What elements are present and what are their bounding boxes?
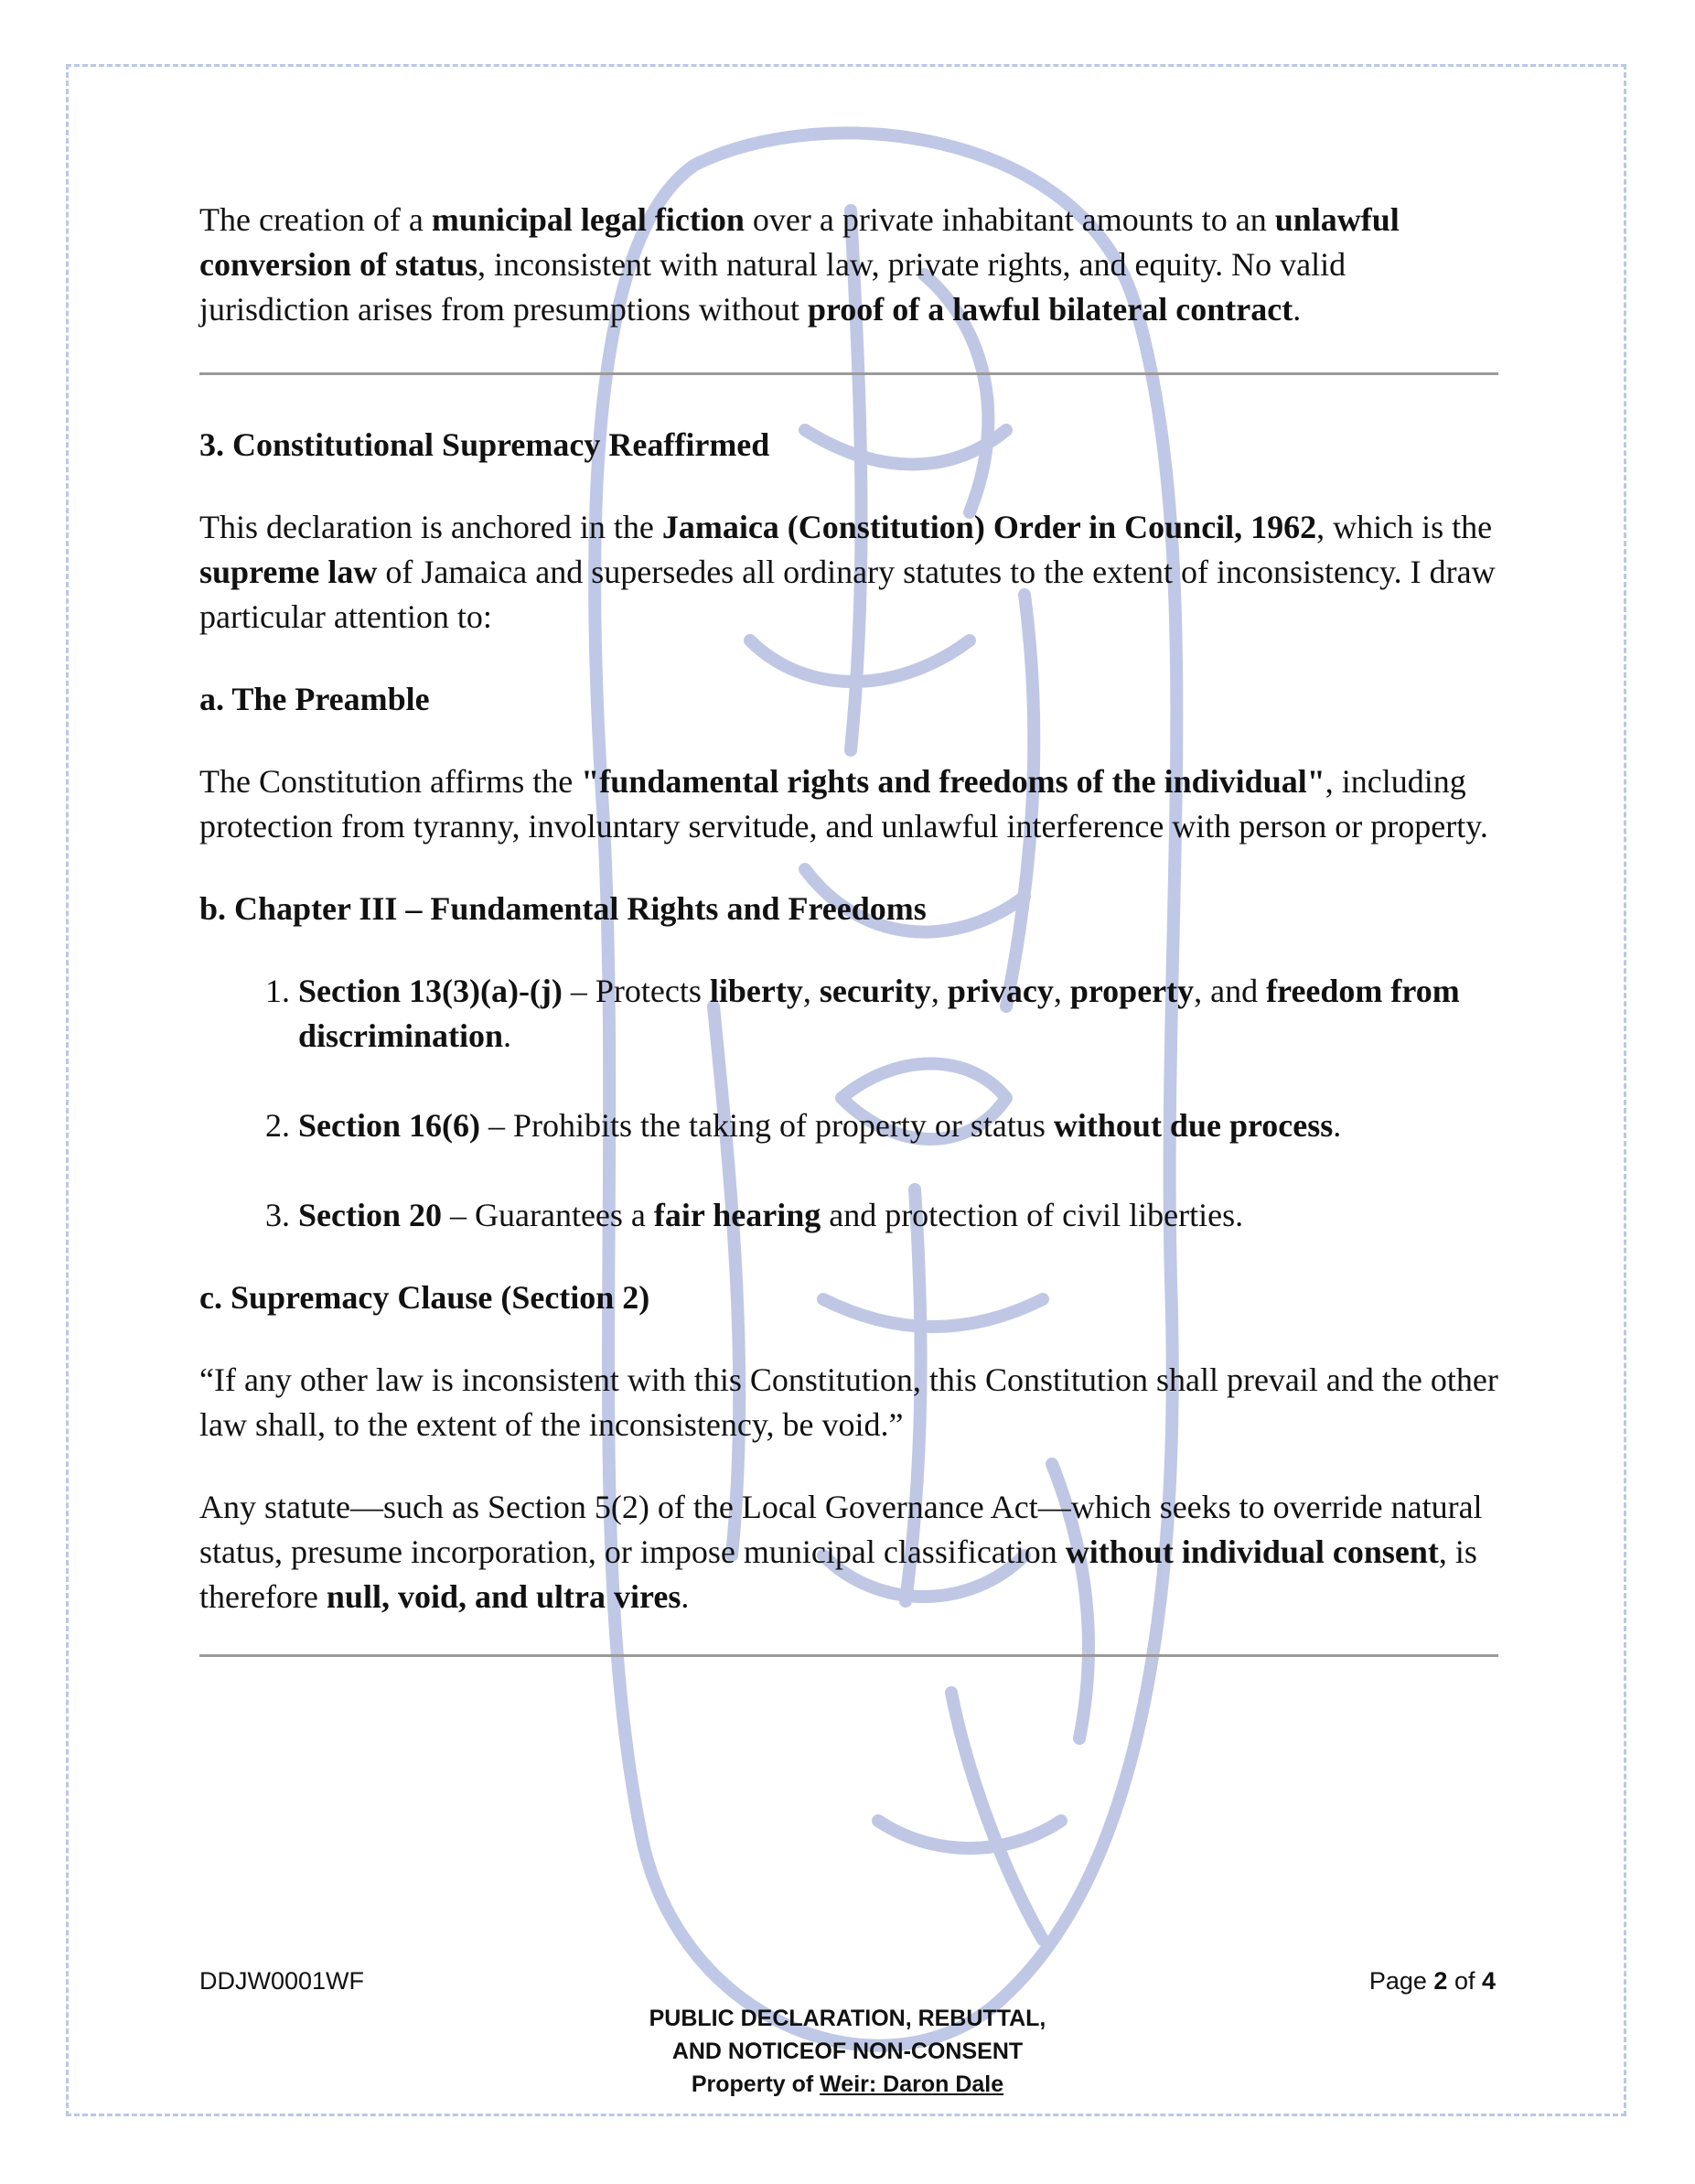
- text: , inconsistent with natural law, private rights, and equity. No valid jurisdiction arises from presumptions without: [199, 246, 1346, 328]
- bold-text: unlawful conversion of status: [199, 201, 1400, 283]
- supremacy-quote: “If any other law is inconsistent with this Constitution, this Constitution shall prevail and the other law shall, to the extent of the inconsistency, be void.”: [199, 1361, 1498, 1443]
- text: , which is the: [1316, 509, 1493, 545]
- text: – Protects: [562, 973, 710, 1009]
- list-item: [298, 1103, 1498, 1148]
- bold-text: Section 20: [298, 1197, 442, 1233]
- text: This declaration is anchored in the: [199, 509, 662, 545]
- supremacy-heading: c. Supremacy Clause (Section 2): [199, 1279, 650, 1316]
- intro-paragraph: [199, 198, 1498, 332]
- preamble-paragraph: [199, 759, 1498, 849]
- chapter-iii-heading: b. Chapter III – Fundamental Rights and Freedoms: [199, 890, 927, 927]
- footer-line: PUBLIC DECLARATION, REBUTTAL,: [649, 2006, 1046, 2031]
- bold-text: security: [819, 973, 931, 1009]
- bold-text: fair hearing: [653, 1197, 821, 1233]
- rights-list: [199, 969, 1498, 1238]
- text: over a private inhabitant amounts to an: [744, 201, 1275, 238]
- bold-text: freedom from discrimination: [298, 973, 1460, 1054]
- anchor-paragraph: [199, 505, 1498, 640]
- text: Property of: [691, 2071, 821, 2097]
- bold-text: Jamaica (Constitution) Order in Council, 1962: [661, 509, 1317, 545]
- bold-text: without individual consent: [1065, 1533, 1439, 1570]
- bold-text: supreme law: [199, 554, 378, 590]
- text: , is therefore: [199, 1533, 1477, 1615]
- text: ,: [802, 973, 820, 1009]
- list-item: [298, 1193, 1498, 1238]
- document-code: DDJW0001WF: [199, 1967, 365, 1995]
- page-number: [1369, 1967, 1496, 1996]
- document-body: [199, 198, 1498, 1657]
- bold-text: "fundamental rights and freedoms of the individual": [581, 763, 1325, 800]
- bold-text: proof of a lawful bilateral contract: [807, 291, 1293, 328]
- bold-text: Section 13(3)(a)-(j): [298, 973, 563, 1009]
- text: of: [1447, 1967, 1482, 1995]
- bold-text: without due process: [1053, 1107, 1334, 1144]
- text: Page: [1368, 1967, 1434, 1995]
- text: – Guarantees a: [442, 1197, 654, 1233]
- horizontal-rule: [199, 372, 1498, 375]
- footer-title: [0, 2002, 1695, 2101]
- text: , including protection from tyranny, involuntary servitude, and unlawful interference with person or property.: [199, 763, 1488, 845]
- text: .: [1333, 1107, 1342, 1144]
- text: .: [503, 1017, 512, 1054]
- statute-paragraph: [199, 1485, 1498, 1619]
- footer-line: AND NOTICEOF NON-CONSENT: [671, 2039, 1024, 2064]
- preamble-heading: a. The Preamble: [199, 681, 430, 717]
- owner-name: Weir: Daron Dale: [820, 2071, 1004, 2097]
- footer-line: [0, 2068, 1695, 2101]
- text: Any statute—such as Section 5(2) of the Local Governance Act—which seeks to override natural status, presume incorporation, or impose municipal classification: [199, 1489, 1483, 1570]
- bold-text: privacy: [947, 973, 1054, 1009]
- text: .: [1293, 291, 1302, 328]
- bold-text: municipal legal fiction: [431, 201, 745, 238]
- horizontal-rule: [199, 1654, 1498, 1657]
- text: ,: [930, 973, 948, 1009]
- section-3-heading: 3. Constitutional Supremacy Reaffirmed: [199, 426, 770, 463]
- text: .: [681, 1578, 690, 1615]
- text: The Constitution affirms the: [199, 763, 582, 800]
- text: ,: [1053, 973, 1070, 1009]
- bold-text: liberty: [709, 973, 803, 1009]
- bold-text: 2: [1433, 1967, 1448, 1995]
- text: , and: [1194, 973, 1267, 1009]
- bold-text: Section 16(6): [298, 1107, 480, 1144]
- text: and protection of civil liberties.: [821, 1197, 1244, 1233]
- bold-text: property: [1069, 973, 1195, 1009]
- text: – Prohibits the taking of property or status: [479, 1107, 1054, 1144]
- text: The creation of a: [199, 201, 432, 238]
- bold-text: 4: [1481, 1967, 1496, 1995]
- list-item: [298, 969, 1498, 1059]
- text: of Jamaica and supersedes all ordinary statutes to the extent of inconsistency. I draw particular attention to:: [199, 554, 1496, 635]
- bold-text: null, void, and ultra vires: [326, 1578, 681, 1615]
